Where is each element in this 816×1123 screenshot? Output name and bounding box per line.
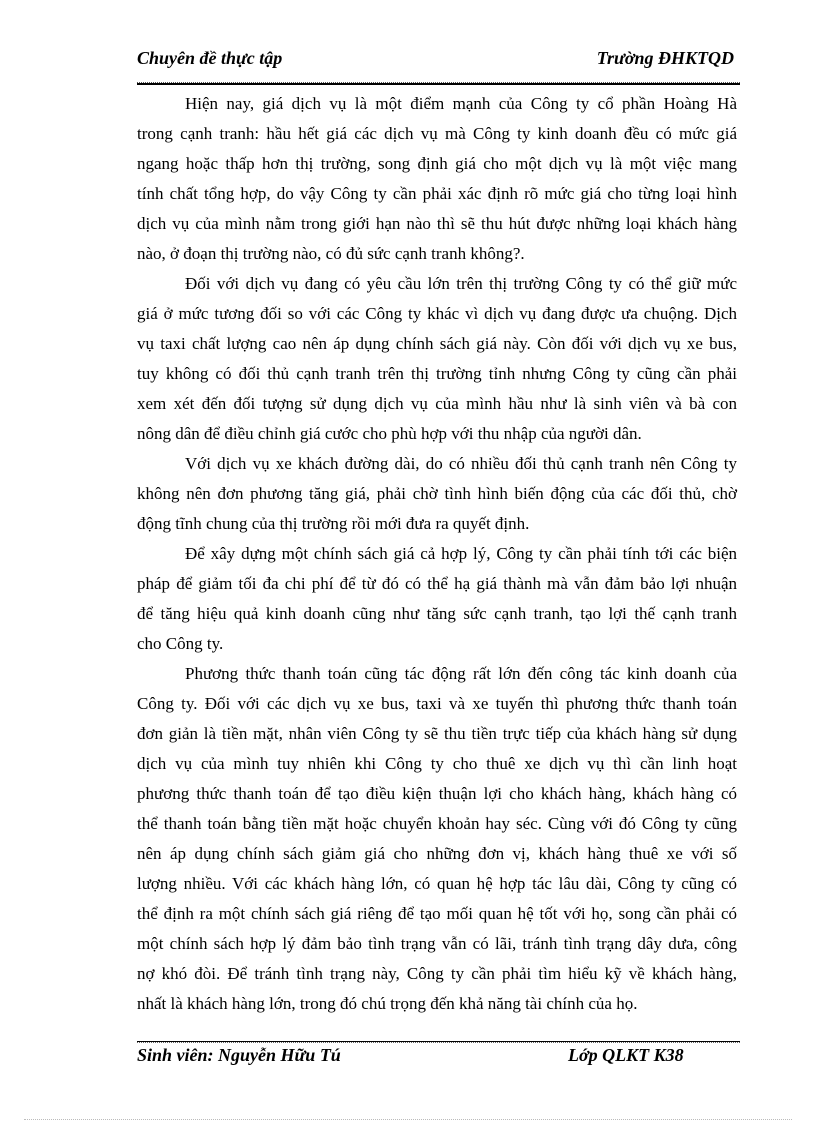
page-header xyxy=(137,48,737,74)
page-footer xyxy=(137,1045,737,1071)
text-line: lượng nhiều. Với các khách hàng lớn, có quan hệ hợp tác lâu dài, Công ty cũng có xyxy=(137,874,737,893)
footer-student: Sinh viên: Nguyễn Hữu Tú xyxy=(137,1045,341,1065)
text-line: trong cạnh tranh: hầu hết giá các dịch vụ mà Công ty kinh doanh đều có mức giá xyxy=(137,124,737,143)
text-line: Phương thức thanh toán cũng tác động rất lớn đến công tác kinh doanh của xyxy=(185,664,737,683)
document-body xyxy=(137,89,737,1019)
text-line: dịch vụ của mình nằm trong giới hạn nào thì sẽ thu hút được những loại khách hàng xyxy=(137,214,737,233)
text-line: phương thức thanh toán để tạo điều kiện thuận lợi cho khách hàng, khách hàng có xyxy=(137,784,737,803)
paragraph xyxy=(137,269,737,449)
text-line: thể thanh toán bằng tiền mặt hoặc chuyển khoản hay séc. Cùng với đó Công ty cũng xyxy=(137,814,737,833)
text-line: vụ taxi chất lượng cao nên áp dụng chính sách giá này. Còn đối với dịch vụ xe bus, xyxy=(137,334,737,353)
footer-rule xyxy=(137,1041,740,1043)
header-rule xyxy=(137,82,740,85)
header-title: Chuyên đề thực tập xyxy=(137,48,283,68)
text-line: nên áp dụng chính sách giảm giá cho những đơn vị, khách hàng thuê xe với số xyxy=(137,844,737,863)
text-line: Hiện nay, giá dịch vụ là một điểm mạnh của Công ty cổ phần Hoàng Hà xyxy=(185,94,737,113)
text-line: pháp để giảm tối đa chi phí để từ đó có thể hạ giá thành mà vẫn đảm bảo lợi nhuận xyxy=(137,574,737,593)
text-line: động tĩnh chung của thị trường rồi mới đưa ra quyết định. xyxy=(137,514,530,533)
text-line: cho Công ty. xyxy=(137,634,224,653)
text-line: nông dân để điều chỉnh giá cước cho phù hợp với thu nhập của người dân. xyxy=(137,424,642,443)
paragraph xyxy=(137,539,737,659)
footer-class: Lớp QLKT K38 xyxy=(568,1045,684,1065)
text-line: đơn giản là tiền mặt, nhân viên Công ty sẽ thu tiền trực tiếp của khách hàng sử dụng xyxy=(137,724,737,743)
text-line: để tăng hiệu quả kinh doanh cũng như tăng sức cạnh tranh, tạo lợi thế cạnh tranh xyxy=(137,604,737,623)
page-edge xyxy=(24,1119,792,1120)
text-line: nào, ở đoạn thị trường nào, có đủ sức cạnh tranh không?. xyxy=(137,244,525,263)
text-line: ngang hoặc thấp hơn thị trường, song định giá cho một dịch vụ là một việc mang xyxy=(137,154,737,173)
paragraph xyxy=(137,449,737,539)
text-line: Để xây dựng một chính sách giá cả hợp lý, Công ty cần phải tính tới các biện xyxy=(185,544,737,563)
header-school: Trường ĐHKTQD xyxy=(596,48,734,68)
text-line: giá ở mức tương đối so với các Công ty khác vì dịch vụ đang được ưa chuộng. Dịch xyxy=(137,304,737,323)
text-line: nhất là khách hàng lớn, trong đó chú trọng đến khả năng tài chính của họ. xyxy=(137,994,638,1013)
text-line: một chính sách hợp lý đảm bảo tình trạng vẫn có lãi, tránh tình trạng dây dưa, công xyxy=(137,934,737,953)
text-line: dịch vụ của mình tuy nhiên khi Công ty cho thuê xe dịch vụ thì cần linh hoạt xyxy=(137,754,737,773)
text-line: Đối với dịch vụ đang có yêu cầu lớn trên thị trường Công ty có thể giữ mức xyxy=(185,274,737,293)
text-line: xem xét đến đối tượng sử dụng dịch vụ của mình hầu như là sinh viên và bà con xyxy=(137,394,737,413)
text-line: tính chất tổng hợp, do vậy Công ty cần phải xác định rõ mức giá cho từng loại hình xyxy=(137,184,737,203)
paragraph xyxy=(137,89,737,269)
text-line: tuy không có đối thủ cạnh tranh trên thị trường tỉnh nhưng Công ty cũng cần phải xyxy=(137,364,737,383)
text-line: thể định ra một chính sách giá riêng để tạo mối quan hệ tốt với họ, song cần phải có xyxy=(137,904,737,923)
text-line: Công ty. Đối với các dịch vụ xe bus, taxi và xe tuyến thì phương thức thanh toán xyxy=(137,694,737,713)
paragraph xyxy=(137,659,737,1019)
text-line: Với dịch vụ xe khách đường dài, do có nhiều đối thủ cạnh tranh nên Công ty xyxy=(185,454,737,473)
text-line: nợ khó đòi. Để tránh tình trạng này, Công ty cần phải tìm hiểu kỹ về khách hàng, xyxy=(137,964,737,983)
text-line: không nên đơn phương tăng giá, phải chờ tình hình biến động của các đối thủ, chờ xyxy=(137,484,737,503)
